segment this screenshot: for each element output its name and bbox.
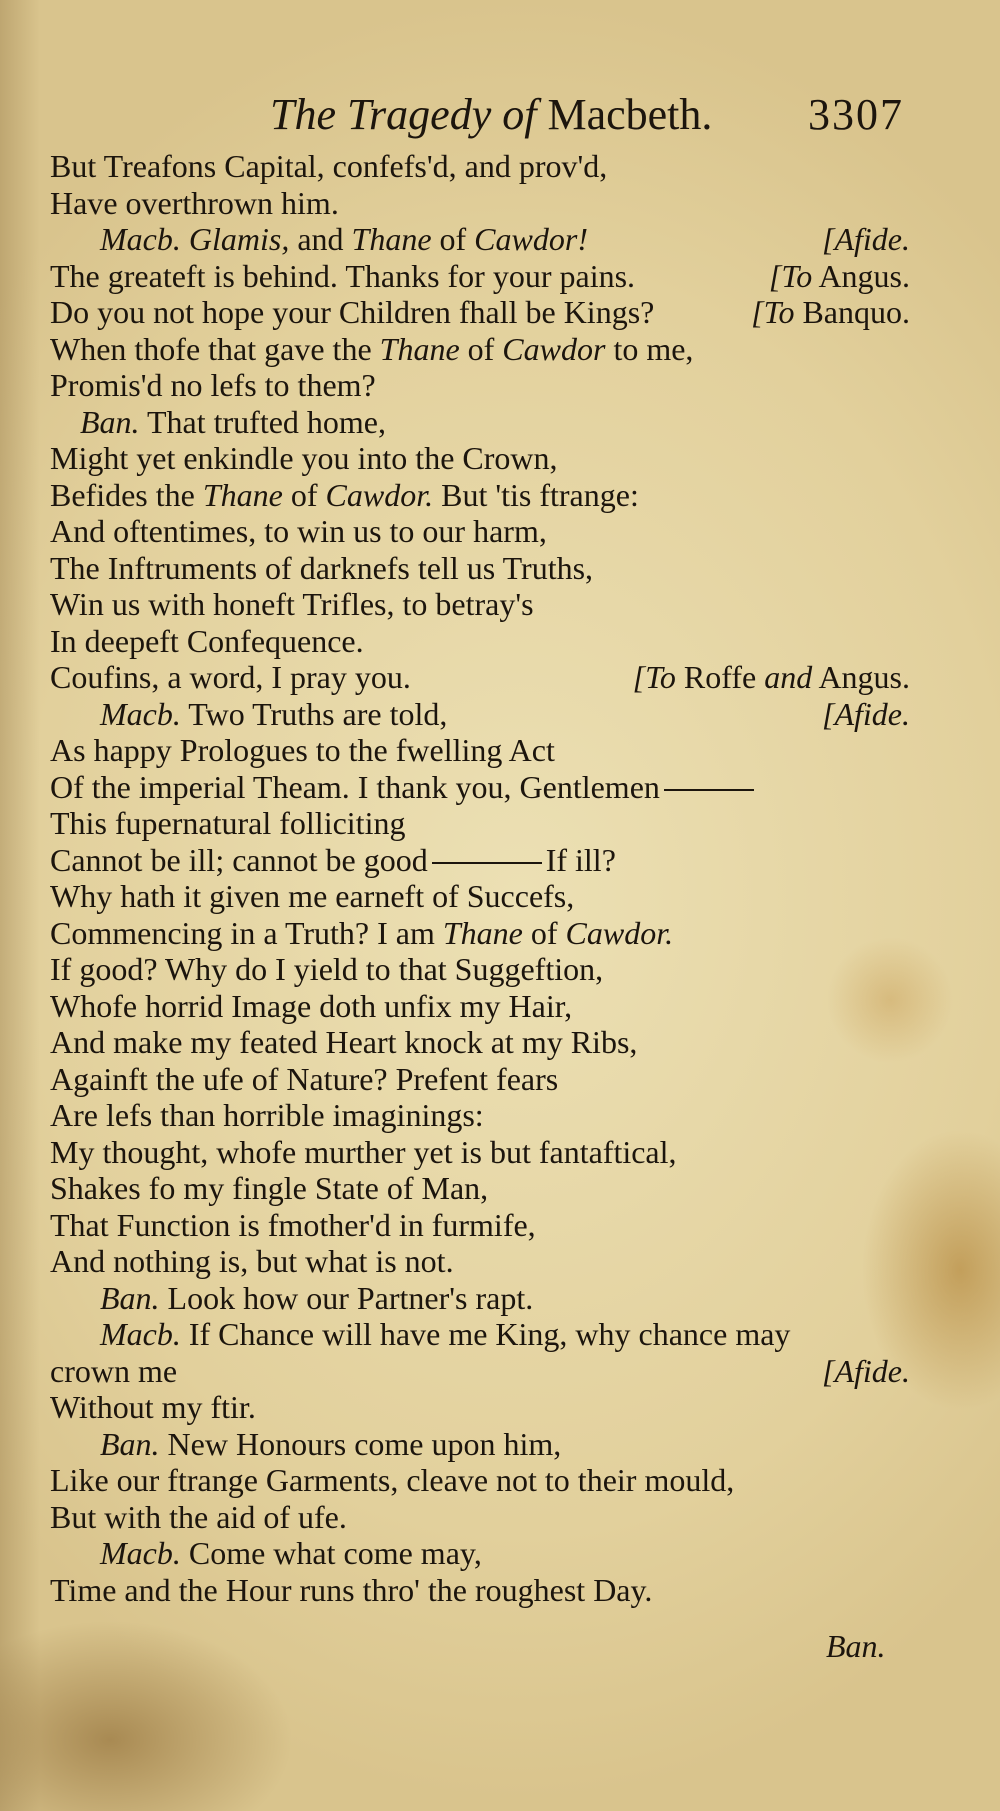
line-text: If good? Why do I yield to that Suggeftion, — [50, 951, 604, 987]
speaker-name: Macb. — [100, 1535, 181, 1571]
text-line — [50, 1499, 910, 1536]
line-text: Cawdor. — [565, 914, 674, 951]
text-line — [50, 951, 910, 988]
text-line — [50, 477, 910, 514]
speech-line — [50, 404, 910, 441]
text-line — [50, 440, 910, 477]
line-text: The greateft is behind. Thanks for your pains. — [50, 257, 636, 294]
line-text: Of the imperial Theam. I thank you, Gentlemen — [50, 768, 660, 805]
text-line — [50, 732, 910, 769]
line-text: of — [290, 476, 318, 513]
line-text: and — [297, 221, 344, 257]
line-text: That Function is fmother'd in furmife, — [50, 1206, 536, 1243]
text-line — [50, 294, 910, 331]
text-line — [50, 1389, 910, 1426]
text-line — [50, 1353, 910, 1390]
speaker-name: Ban. — [100, 1279, 160, 1316]
text-line — [50, 769, 910, 806]
direction-to: [To — [632, 659, 676, 695]
speaker-name: Macb. — [100, 695, 181, 732]
line-text: When thofe that gave the — [50, 330, 372, 367]
line-text: If Chance will have me King, why chance may — [188, 1316, 791, 1352]
stage-direction — [751, 294, 910, 331]
catchword: Ban. — [826, 1628, 886, 1664]
text-line — [50, 1024, 910, 1061]
line-text: Whofe horrid Image doth unfix my Hair, — [50, 987, 573, 1024]
line-text: The Inftruments of darknefs tell us Truths, — [50, 549, 594, 586]
line-text: of — [530, 914, 558, 951]
text-line — [50, 623, 910, 660]
line-text: Befides the — [50, 476, 195, 513]
direction-target: Angus. — [818, 257, 910, 294]
line-text: Coufins, a word, I pray you. — [50, 659, 411, 695]
direction-to: [To — [751, 294, 795, 330]
line-text: If ill? — [545, 841, 616, 878]
line-text: Without my ftir. — [50, 1389, 256, 1425]
stage-direction — [633, 659, 910, 696]
stage-direction: [Afide. — [822, 221, 910, 257]
line-text: Commencing in a Truth? I am — [50, 914, 435, 951]
speech-line — [50, 1426, 910, 1463]
line-text: of — [439, 221, 467, 257]
line-text: In deepeft Confequence. — [50, 622, 364, 659]
line-text: Cannot be ill; cannot be good — [50, 841, 428, 878]
direction-and: and — [764, 659, 813, 695]
text-line — [50, 659, 910, 696]
text-line — [50, 1061, 910, 1098]
line-text: Cawdor. — [325, 476, 434, 513]
text-line — [50, 842, 910, 879]
line-text: Thane — [351, 221, 432, 257]
speech-line — [50, 1535, 910, 1572]
play-text — [50, 148, 910, 1608]
text-line — [50, 550, 910, 587]
page-number: 3307 — [808, 90, 904, 139]
line-text: Look how our Partner's rapt. — [167, 1279, 534, 1316]
line-text: Are lefs than horrible imaginings: — [50, 1097, 484, 1133]
speaker-name: Ban. — [100, 1425, 160, 1462]
line-text: This fupernatural folliciting — [50, 805, 406, 841]
running-header — [270, 82, 910, 148]
line-text: And oftentimes, to win us to our harm, — [50, 513, 547, 549]
text-line — [50, 878, 910, 915]
line-text: And make my feated Heart knock at my Ribs, — [50, 1024, 638, 1060]
line-text: As happy Prologues to the fwelling Act — [50, 732, 555, 768]
text-line — [50, 367, 910, 404]
text-line — [50, 1134, 910, 1171]
line-text: Might yet enkindle you into the Crown, — [50, 440, 558, 476]
header-title-prefix: The Tragedy of — [270, 90, 537, 139]
text-line — [50, 586, 910, 623]
line-text: But Treafons Capital, confefs'd, and prov'd, — [50, 148, 608, 184]
direction-target: Banquo. — [802, 294, 910, 330]
line-text: Glamis, — [188, 221, 290, 257]
line-text: Shakes fo my fingle State of Man, — [50, 1170, 489, 1206]
line-text: Time and the Hour runs thro' the roughest Day. — [50, 1571, 653, 1608]
text-line — [50, 1243, 910, 1280]
text-line — [50, 1097, 910, 1134]
text-line — [50, 1207, 910, 1244]
line-text: Thane — [379, 330, 460, 367]
line-text: Come what come may, — [188, 1535, 482, 1571]
stage-direction: [Afide. — [822, 1352, 910, 1389]
text-line — [50, 805, 910, 842]
speaker-name: Macb. — [100, 1316, 181, 1352]
line-text: Thane — [202, 476, 283, 513]
text-line — [50, 1462, 910, 1499]
text-line — [50, 185, 910, 222]
line-text: Thane — [442, 914, 523, 951]
line-text: And nothing is, but what is not. — [50, 1243, 454, 1279]
text-line — [50, 1572, 910, 1609]
line-text: Two Truths are told, — [188, 695, 448, 732]
speech-line — [50, 221, 910, 258]
line-text: Cawdor! — [474, 221, 588, 257]
em-dash-rule — [664, 789, 754, 791]
speech-line — [50, 696, 910, 733]
line-text: But with the aid of ufe. — [50, 1498, 347, 1535]
text-line — [50, 1170, 910, 1207]
line-text: Do you not hope your Children fhall be Kings? — [50, 294, 655, 330]
speech-line — [50, 1280, 910, 1317]
line-text: Againft the ufe of Nature? Prefent fears — [50, 1060, 559, 1097]
line-text: Promis'd no lefs to them? — [50, 367, 376, 403]
page-edge-stain — [0, 0, 40, 1811]
direction-target: Roffe — [683, 659, 757, 695]
text-line — [50, 513, 910, 550]
speaker-name: Macb. — [100, 221, 181, 257]
line-text: Cawdor — [502, 330, 606, 367]
text-line — [50, 148, 910, 185]
em-dash-rule — [432, 862, 542, 864]
line-text: Have overthrown him. — [50, 184, 339, 221]
text-line — [50, 988, 910, 1025]
line-text: Win us with honeft Trifles, to betray's — [50, 586, 534, 622]
line-text: of — [467, 330, 495, 367]
line-text: crown me — [50, 1352, 178, 1389]
line-text: Why hath it given me earneft of Succefs, — [50, 878, 575, 914]
line-text: New Honours come upon him, — [167, 1425, 562, 1462]
text-line — [50, 331, 910, 368]
line-text: That trufted home, — [146, 403, 386, 440]
line-text: But 'tis ftrange: — [441, 476, 639, 513]
direction-to: [To — [768, 257, 813, 294]
text-line — [50, 915, 910, 952]
line-text: My thought, whofe murther yet is but fantaftical, — [50, 1133, 677, 1170]
speaker-name: Ban. — [80, 403, 140, 440]
line-text: to me, — [613, 330, 694, 367]
stage-direction — [769, 258, 910, 295]
direction-target: Angus. — [818, 659, 910, 695]
text-line — [50, 258, 910, 295]
header-title-name: Macbeth. — [547, 90, 713, 139]
speech-line — [50, 1316, 910, 1353]
line-text: Like our ftrange Garments, cleave not to their mould, — [50, 1462, 735, 1498]
stage-direction: [Afide. — [822, 695, 910, 732]
